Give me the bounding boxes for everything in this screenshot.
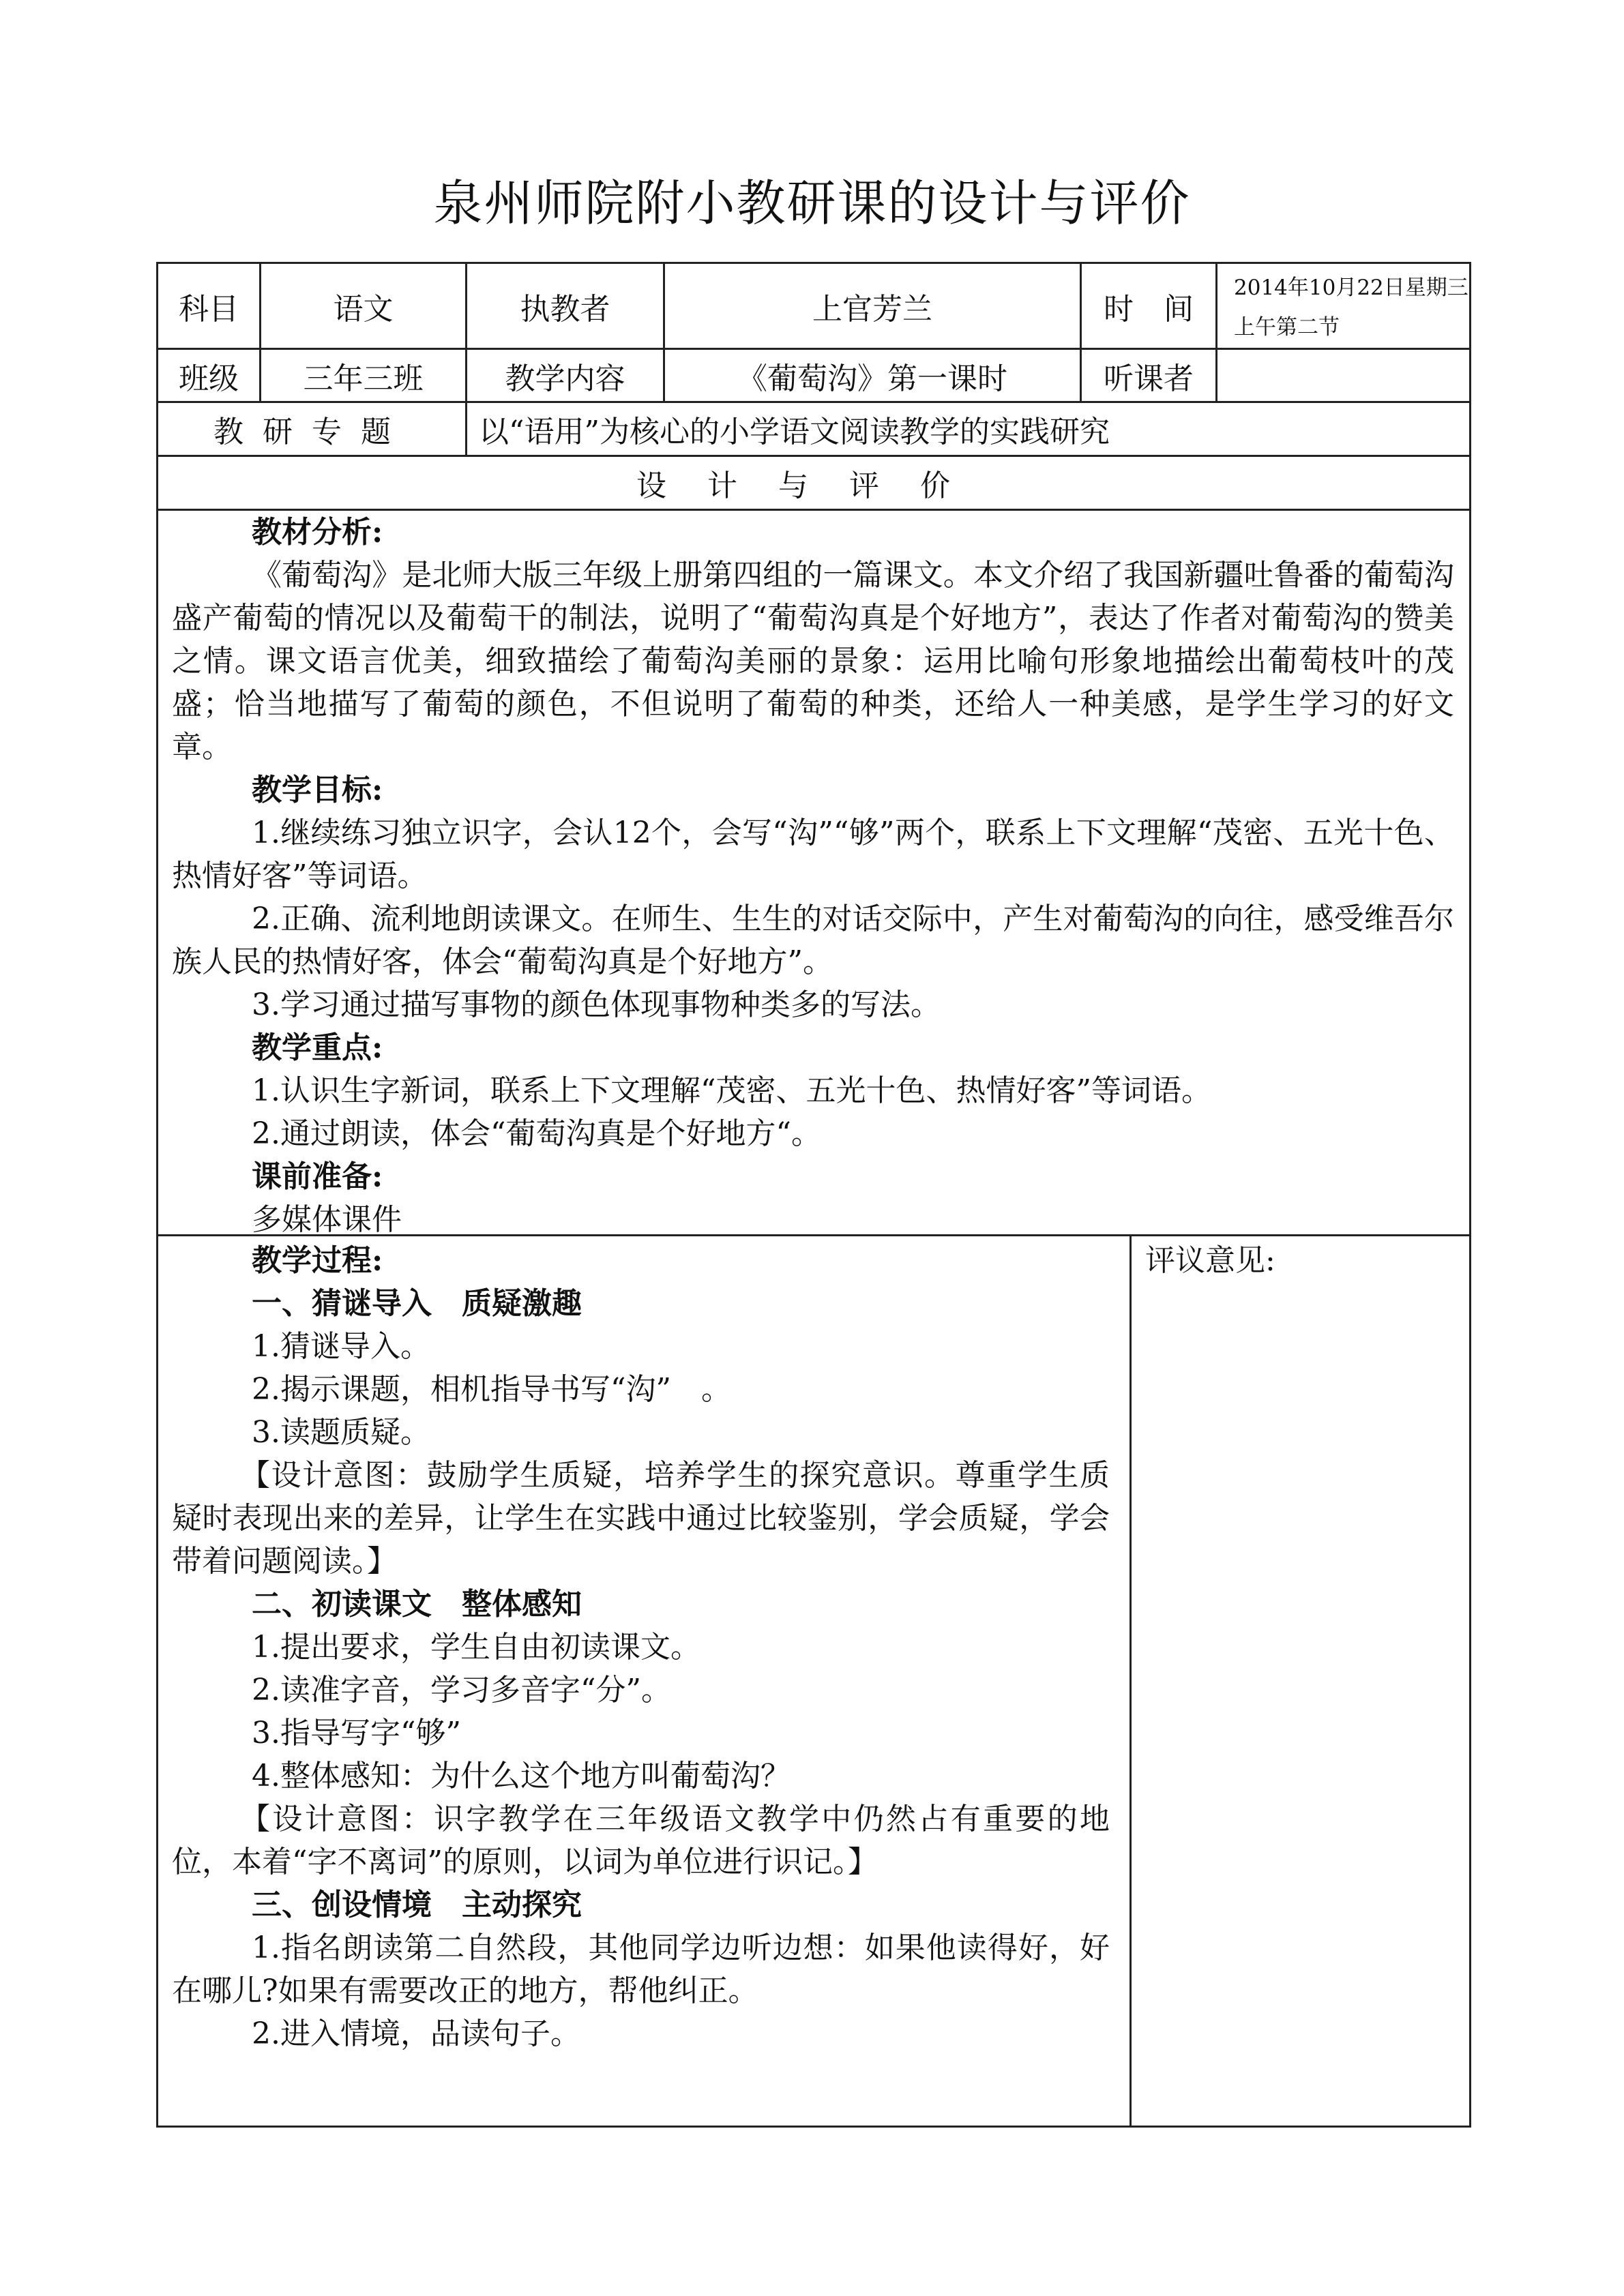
comments-column — [1145, 1239, 1459, 1282]
subject-label: 科目 — [179, 291, 239, 327]
process-item: 2.揭示课题，相机指导书写“沟” 。 — [252, 1372, 731, 1407]
goal-item: 1.继续练习独立识字，会认12个，会写“沟”“够”两个，联系上下文理解“茂密、五光十色、热情好客”等词语。 — [172, 816, 1454, 893]
time-label: 时 间 — [1104, 291, 1194, 327]
listener-label: 听课者 — [1104, 361, 1194, 396]
process-item: 1.指名朗读第二自然段，其他同学边听边想：如果他读得好，好在哪儿?如果有需要改正的地方，帮他纠正。 — [172, 1930, 1110, 2008]
section-title: 三、创设情境 主动探究 — [252, 1888, 582, 1922]
topic-value: 以“语用”为核心的小学语文阅读教学的实践研究 — [479, 415, 1110, 449]
goal-item: 2.正确、流利地朗读课文。在师生、生生的对话交际中，产生对葡萄沟的向往，感受维吾尔族人民的热情好客，体会“葡萄沟真是个好地方”。 — [172, 901, 1454, 979]
section-title: 二、初读课文 整体感知 — [252, 1587, 582, 1622]
prep-heading: 课前准备: — [252, 1159, 383, 1194]
material-heading: 教材分析: — [252, 515, 383, 550]
process-item: 1.提出要求，学生自由初读课文。 — [252, 1630, 700, 1665]
section-title: 一、猜谜导入 质疑激趣 — [252, 1286, 582, 1321]
comments-label: 评议意见: — [1145, 1243, 1275, 1278]
process-item: 1.猜谜导入。 — [252, 1329, 430, 1364]
process-item: 2.进入情境，品读句子。 — [252, 2016, 580, 2051]
content-label: 教学内容 — [505, 361, 625, 396]
time-value: 2014年10月22日星期三上午第二节 — [1234, 275, 1468, 340]
process-heading: 教学过程: — [252, 1243, 383, 1278]
content-value: 《葡萄沟》第一课时 — [737, 361, 1007, 396]
listener-value — [1217, 350, 1469, 401]
subject-value: 语文 — [333, 291, 394, 327]
design-intent: 【设计意图：鼓励学生质疑，培养学生的探究意识。尊重学生质疑时表现出来的差异，让学生在实践中通过比较鉴别，学会质疑，学会带着问题阅读。】 — [172, 1458, 1110, 1579]
process-item: 4.整体感知：为什么这个地方叫葡萄沟？ — [252, 1759, 791, 1793]
evaluation-table — [156, 262, 1471, 2128]
process-item: 3.指导写字“够” — [252, 1716, 461, 1750]
analysis-section — [172, 511, 1454, 1241]
class-label: 班级 — [179, 361, 239, 396]
design-heading: 设计与评价 — [636, 468, 991, 503]
prep-text: 多媒体课件 — [252, 1202, 402, 1237]
teacher-label: 执教者 — [520, 291, 610, 327]
material-text: 《葡萄沟》是北师大版三年级上册第四组的一篇课文。本文介绍了我国新疆吐鲁番的葡萄沟盛产葡萄的情况以及葡萄干的制法，说明了“葡萄沟真是个好地方”，表达了作者对葡萄沟的赞美之情。课文语言优美，细致描绘了葡萄沟美丽的景象：运用比喻句形象地描绘出葡萄枝叶的茂盛；恰当地描写了葡萄的颜色，不但说明了葡萄的种类，还给人一种美感，是学生学习的好文章。 — [172, 558, 1454, 764]
class-value: 三年三班 — [303, 361, 424, 396]
process-section — [172, 1239, 1110, 2055]
keypoints-heading: 教学重点: — [252, 1030, 383, 1065]
process-item: 3.读题质疑。 — [252, 1415, 430, 1450]
keypoint-item: 2.通过朗读，体会“葡萄沟真是个好地方“。 — [252, 1116, 821, 1151]
topic-label: 教研专题 — [213, 415, 410, 449]
process-item: 2.读准字音，学习多音字“分”。 — [252, 1673, 671, 1708]
goal-item: 3.学习通过描写事物的颜色体现事物种类多的写法。 — [252, 987, 941, 1022]
design-intent: 【设计意图：识字教学在三年级语文教学中仍然占有重要的地位，本着“字不离词”的原则，以词为单位进行识记。】 — [172, 1802, 1110, 1879]
keypoint-item: 1.认识生字新词，联系上下文理解“茂密、五光十色、热情好客”等词语。 — [252, 1073, 1211, 1108]
teacher-value: 上官芳兰 — [812, 291, 932, 327]
goals-heading: 教学目标: — [252, 773, 383, 807]
page-title: 泉州师院附小教研课的设计与评价 — [433, 175, 1191, 232]
